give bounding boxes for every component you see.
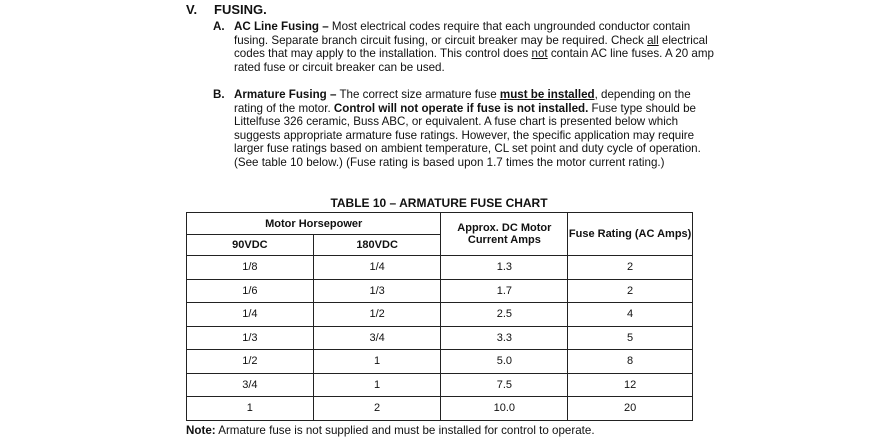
table-row bbox=[187, 256, 693, 280]
item-text: , depending on the rating of the motor. bbox=[234, 88, 691, 115]
item-body bbox=[234, 20, 714, 74]
armature-fuse-table bbox=[186, 212, 693, 421]
emphasis-underline: not bbox=[531, 47, 548, 60]
cell-current: 5.0 bbox=[441, 350, 568, 374]
cell-90vdc: 1 bbox=[187, 397, 314, 421]
cell-fuse: 2 bbox=[568, 279, 693, 303]
note-label: Note: bbox=[186, 424, 216, 437]
cell-current: 10.0 bbox=[441, 397, 568, 421]
header-180vdc: 180VDC bbox=[313, 235, 441, 256]
cell-180vdc: 2 bbox=[313, 397, 441, 421]
table-row bbox=[187, 397, 693, 421]
cell-fuse: 20 bbox=[568, 397, 693, 421]
item-heading: AC Line Fusing – bbox=[234, 20, 329, 33]
cell-90vdc: 1/2 bbox=[187, 350, 314, 374]
table-row bbox=[187, 350, 693, 374]
note bbox=[186, 424, 595, 437]
cell-fuse: 2 bbox=[568, 256, 693, 280]
item-text: electrical codes that may apply to the installation. This control does bbox=[234, 33, 708, 60]
header-motor-horsepower: Motor Horsepower bbox=[187, 213, 441, 235]
section-number: V. bbox=[186, 2, 198, 17]
cell-90vdc: 1/3 bbox=[187, 326, 314, 350]
header-current-amps: Approx. DC Motor Current Amps bbox=[441, 213, 568, 256]
item-text: Most electrical codes require that each ungrounded conductor contain fusing. Separate branch circuit fusing, or circuit breaker may be required. Check bbox=[234, 20, 691, 47]
cell-90vdc: 1/4 bbox=[187, 303, 314, 327]
cell-current: 2.5 bbox=[441, 303, 568, 327]
cell-180vdc: 1/2 bbox=[313, 303, 441, 327]
header-fuse-rating: Fuse Rating (AC Amps) bbox=[568, 213, 693, 256]
cell-180vdc: 1/4 bbox=[313, 256, 441, 280]
cell-90vdc: 3/4 bbox=[187, 373, 314, 397]
cell-180vdc: 1 bbox=[313, 373, 441, 397]
table-row bbox=[187, 326, 693, 350]
cell-current: 1.7 bbox=[441, 279, 568, 303]
emphasis-underline: all bbox=[647, 33, 659, 47]
emphasis-bold-underline: must be installed bbox=[499, 88, 595, 101]
cell-90vdc: 1/8 bbox=[187, 256, 314, 280]
cell-180vdc: 1 bbox=[313, 350, 441, 374]
item-letter: B. bbox=[213, 88, 225, 101]
cell-fuse: 4 bbox=[568, 303, 693, 327]
cell-current: 7.5 bbox=[441, 373, 568, 397]
cell-fuse: 8 bbox=[568, 350, 693, 374]
cell-current: 3.3 bbox=[441, 326, 568, 350]
item-text: contain AC line fuses. A 20 amp rated fuse or circuit breaker can be used. bbox=[234, 47, 714, 74]
item-text: Fuse type should be Littelfuse 326 ceramic, Buss ABC, or equivalent. A fuse chart is presented below which suggests appropriate armature fuse ratings. However, the specific application may require larger fuse ratings based on ambient temperature, CL set point and duty cycle of operation. (See table 10 below.) (Fuse rating is based upon 1.7 times the motor current rating.) bbox=[234, 101, 701, 169]
header-90vdc: 90VDC bbox=[187, 235, 314, 256]
cell-180vdc: 1/3 bbox=[313, 279, 441, 303]
item-body bbox=[234, 88, 714, 169]
emphasis-bold: Control will not operate if fuse is not installed. bbox=[333, 101, 589, 115]
item-heading: Armature Fusing – bbox=[234, 88, 337, 101]
cell-current: 1.3 bbox=[441, 256, 568, 280]
table-title: TABLE 10 – ARMATURE FUSE CHART bbox=[330, 196, 548, 210]
table-row bbox=[187, 279, 693, 303]
cell-fuse: 12 bbox=[568, 373, 693, 397]
table-row bbox=[187, 373, 693, 397]
cell-90vdc: 1/6 bbox=[187, 279, 314, 303]
cell-fuse: 5 bbox=[568, 326, 693, 350]
item-letter: A. bbox=[213, 20, 225, 33]
table-row bbox=[187, 303, 693, 327]
section-title: FUSING. bbox=[214, 2, 267, 17]
note-text: Armature fuse is not supplied and must be installed for control to operate. bbox=[215, 424, 595, 437]
cell-180vdc: 3/4 bbox=[313, 326, 441, 350]
item-text: The correct size armature fuse bbox=[336, 88, 500, 101]
